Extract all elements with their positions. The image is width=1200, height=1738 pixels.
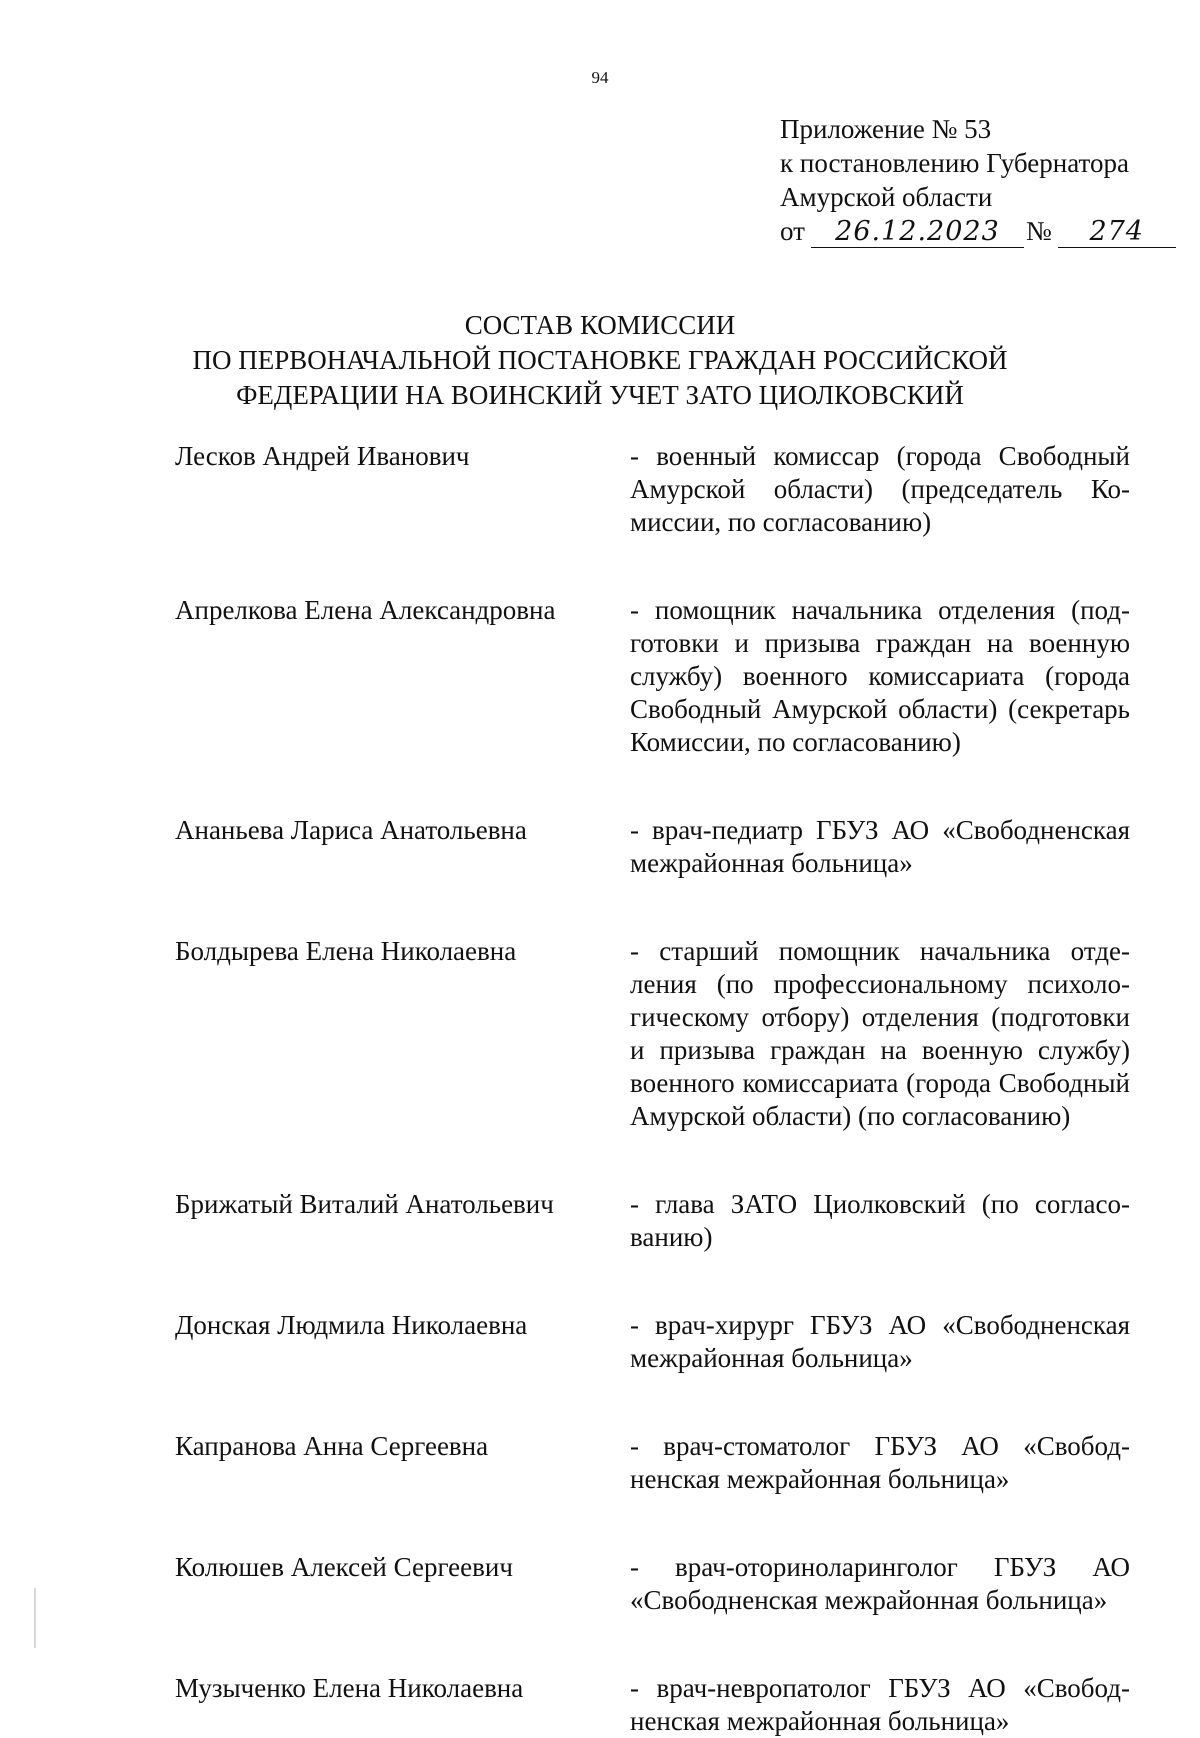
from-prefix: от (780, 216, 805, 246)
member-row (175, 1672, 1130, 1738)
appendix-block (780, 112, 1176, 248)
member-name: Брижатый Виталий Анатольевич (175, 1189, 554, 1219)
member-row (175, 440, 1130, 539)
member-row (175, 1188, 1130, 1254)
member-row (175, 594, 1130, 759)
member-role: - старший помощник начальника отделения (по профессиональному психологическому отбору) отделения (подготовки и призыва граждан на военную службу) военного комиссариата (города Свободный Амурской области) (по согласованию) (630, 936, 1130, 1131)
member-name: Донская Людмила Николаевна (175, 1310, 528, 1340)
member-row (175, 935, 1130, 1133)
appendix-line-3: Амурской области (780, 182, 993, 212)
member-name: Апрелкова Елена Александровна (175, 595, 556, 625)
member-row (175, 1551, 1130, 1617)
appendix-line-1: Приложение № 53 (780, 114, 992, 144)
member-name: Музыченко Елена Николаевна (175, 1673, 524, 1703)
handwritten-number: 274 (1058, 217, 1176, 248)
number-sign: № (1025, 216, 1052, 246)
member-role: - военный комиссар (города Свободный Амурской области) (председатель Комиссии, по согласованию) (630, 441, 1130, 537)
member-name: Колюшев Алексей Сергеевич (175, 1552, 513, 1582)
member-name: Ананьева Лариса Анатольевна (175, 815, 527, 845)
handwritten-date: 26.12.2023 (811, 217, 1024, 248)
member-role: - врач-стоматолог ГБУЗ АО «Свободненская межрайонная больница» (630, 1431, 1130, 1494)
member-role: - врач-хирург ГБУЗ АО «Свободненская межрайонная больница» (630, 1310, 1130, 1373)
scan-margin-mark (34, 1588, 36, 1648)
member-name: Лесков Андрей Иванович (175, 441, 470, 471)
title-line-3: ФЕДЕРАЦИИ НА ВОИНСКИЙ УЧЕТ ЗАТО ЦИОЛКОВСКИЙ (236, 380, 964, 410)
member-row (175, 1309, 1130, 1375)
title-line-2: ПО ПЕРВОНАЧАЛЬНОЙ ПОСТАНОВКЕ ГРАЖДАН РОССИЙСКОЙ (192, 345, 1008, 375)
member-role: - глава ЗАТО Циолковский (по согласованию) (630, 1189, 1130, 1252)
member-role: - врач-педиатр ГБУЗ АО «Свободненская межрайонная больница» (630, 815, 1130, 878)
title-line-1: СОСТАВ КОМИССИИ (464, 310, 736, 340)
member-row (175, 814, 1130, 880)
member-name: Капранова Анна Сергеевна (175, 1431, 489, 1461)
member-role: - врач-невропатолог ГБУЗ АО «Свободненская межрайонная больница» (630, 1673, 1130, 1736)
member-role: - врач-оториноларинголог ГБУЗ АО «Свободненская межрайонная больница» (630, 1552, 1130, 1615)
member-role: - помощник начальника отделения (подготовки и призыва граждан на военную службу) военного комиссариата (города Свободный Амурской области) (секретарь Комиссии, по согласованию) (630, 595, 1130, 757)
page-number: 94 (591, 68, 609, 87)
member-name: Болдырева Елена Николаевна (175, 936, 517, 966)
decree-date-number-line (780, 214, 1176, 248)
members-list (175, 440, 1130, 1738)
appendix-line-2: к постановлению Губернатора (780, 148, 1129, 178)
member-row (175, 1430, 1130, 1496)
document-title (0, 308, 1200, 413)
